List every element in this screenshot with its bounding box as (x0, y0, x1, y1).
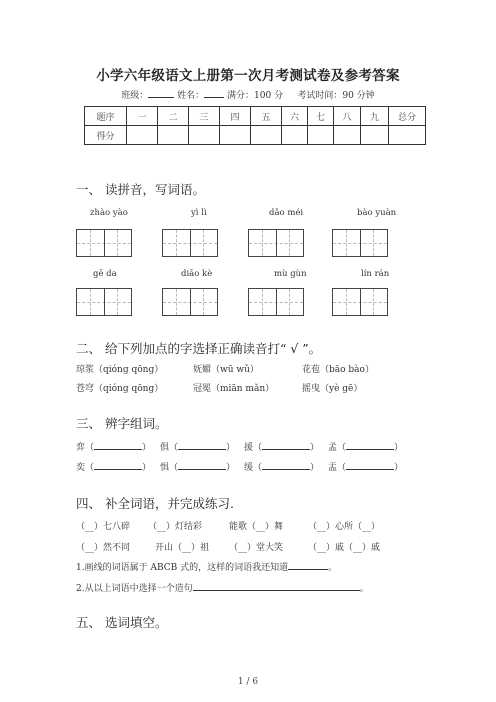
word-group-item (76, 440, 151, 453)
section-5-heading: 五、 选词填空。 (76, 615, 168, 630)
answer-blank[interactable] (94, 460, 142, 470)
section-4-heading: 四、 补全词语，并完成练习. (76, 496, 234, 511)
score-value-row (85, 126, 426, 145)
score-header-cell: 一 (127, 107, 158, 126)
idiom-item[interactable]: 能歌（__）舞 (229, 522, 284, 532)
answer-blank[interactable] (288, 560, 328, 570)
full-score: 满分：100 分 (227, 91, 284, 101)
reading-choice[interactable]: 苍穹（qióng qōng） (76, 384, 164, 394)
writing-grid[interactable] (76, 229, 132, 257)
section-3-heading: 三、 辨字组词。 (76, 416, 168, 431)
score-header-cell: 二 (158, 107, 189, 126)
pinyin-label: mù gùn (274, 269, 307, 279)
paren-close: ） (226, 463, 236, 473)
score-header-cell: 四 (220, 107, 251, 126)
char-label: 俱（ (160, 443, 179, 453)
exam-time: 考试时间：90 分钟 (297, 91, 375, 101)
score-cell[interactable] (251, 126, 282, 145)
pinyin-label: lín rán (361, 269, 390, 279)
period: 。 (359, 584, 369, 594)
answer-blank[interactable] (262, 440, 310, 450)
score-cell[interactable] (334, 126, 361, 145)
writing-grid[interactable] (162, 288, 218, 316)
score-header-cell: 八 (334, 107, 361, 126)
name-blank[interactable] (204, 88, 224, 98)
writing-grid[interactable] (248, 288, 304, 316)
pinyin-label: dǎo méi (269, 208, 304, 218)
score-cell[interactable] (189, 126, 220, 145)
char-label: 惧（ (160, 463, 179, 473)
score-cell[interactable] (308, 126, 334, 145)
pinyin-label: yì lì (191, 208, 207, 218)
reading-choice[interactable]: 冠冕（miān mǎn） (193, 384, 275, 394)
score-header-cell: 五 (251, 107, 282, 126)
reading-choice[interactable]: 花苞（bāo bào） (302, 365, 374, 375)
answer-blank[interactable] (193, 581, 360, 591)
word-group-item (160, 460, 235, 473)
answer-blank[interactable] (178, 460, 226, 470)
paren-close: ） (310, 463, 320, 473)
idiom-item[interactable]: （__）七八碎 (76, 522, 131, 532)
answer-blank[interactable] (178, 440, 226, 450)
pinyin-label: zhào yào (90, 208, 128, 218)
score-header-cell: 三 (189, 107, 220, 126)
idiom-item[interactable]: （__）灯结彩 (148, 522, 203, 532)
pinyin-label: bào yuàn (357, 208, 397, 218)
score-header-cell: 题序 (85, 107, 127, 126)
answer-blank[interactable] (346, 460, 394, 470)
score-cell[interactable] (389, 126, 426, 145)
answer-blank[interactable] (262, 460, 310, 470)
writing-grid[interactable] (332, 288, 388, 316)
score-header-cell: 总分 (389, 107, 426, 126)
reading-choice[interactable]: 摇曳（yè gē） (302, 384, 363, 394)
score-header-row (85, 107, 426, 126)
word-group-item (244, 440, 319, 453)
score-cell[interactable] (282, 126, 308, 145)
char-label: 孟（ (328, 443, 347, 453)
answer-blank[interactable] (94, 440, 142, 450)
word-group-item (160, 440, 235, 453)
paren-close: ） (394, 463, 404, 473)
paren-close: ） (226, 443, 236, 453)
question-1-text: 1.画线的词语属于 ABCB 式的，这样的词语我还知道 (76, 563, 289, 573)
paren-close: ） (394, 443, 404, 453)
section-1-heading: 一、 读拼音，写词语。 (76, 182, 205, 197)
score-table (84, 106, 426, 145)
idiom-item[interactable]: （__）戚（__）戚 (308, 543, 381, 553)
word-group-item (76, 460, 151, 473)
idiom-item[interactable]: 开山（__）祖 (155, 543, 210, 553)
writing-grid[interactable] (162, 229, 218, 257)
score-row-label: 得分 (85, 126, 127, 145)
exam-info (0, 88, 496, 101)
writing-grid[interactable] (248, 229, 304, 257)
char-label: 奕（ (76, 463, 95, 473)
question-2 (76, 581, 369, 594)
class-label: 班级： (121, 91, 149, 101)
score-cell[interactable] (127, 126, 158, 145)
idiom-item[interactable]: （__）然不同 (76, 543, 131, 553)
reading-choice[interactable]: 琼浆（qióng qōng） (76, 365, 164, 375)
score-cell[interactable] (361, 126, 389, 145)
score-cell[interactable] (220, 126, 251, 145)
score-cell[interactable] (158, 126, 189, 145)
paren-close: ） (142, 443, 152, 453)
writing-grid[interactable] (332, 229, 388, 257)
pinyin-label: gē da (93, 269, 117, 279)
char-label: 缓（ (244, 463, 263, 473)
score-header-cell: 七 (308, 107, 334, 126)
writing-grid[interactable] (76, 288, 132, 316)
class-blank[interactable] (148, 88, 174, 98)
word-group-item (244, 460, 319, 473)
idiom-item[interactable]: （__）堂大笑 (229, 543, 284, 553)
name-label: 姓名： (177, 91, 205, 101)
score-header-cell: 六 (282, 107, 308, 126)
period: 。 (328, 563, 338, 573)
page-number: 1 / 6 (237, 677, 259, 687)
page-title: 小学六年级语文上册第一次月考测试卷及参考答案 (96, 68, 400, 84)
char-label: 援（ (244, 443, 263, 453)
char-label: 盂（ (328, 463, 347, 473)
pinyin-label: diāo kè (181, 269, 213, 279)
answer-blank[interactable] (346, 440, 394, 450)
idiom-item[interactable]: （__）心所（__） (308, 522, 381, 532)
question-2-text: 2.从以上词语中选择一个造句 (76, 584, 193, 594)
word-group-item (328, 460, 403, 473)
reading-choice[interactable]: 妩媚（wū wǔ） (193, 365, 259, 375)
section-2-heading: 二、 给下列加点的字选择正确读音打“ √ ”。 (76, 341, 322, 356)
word-group-item (328, 440, 403, 453)
score-header-cell: 九 (361, 107, 389, 126)
question-1 (76, 560, 337, 573)
paren-close: ） (310, 443, 320, 453)
char-label: 弈（ (76, 443, 95, 453)
paren-close: ） (142, 463, 152, 473)
